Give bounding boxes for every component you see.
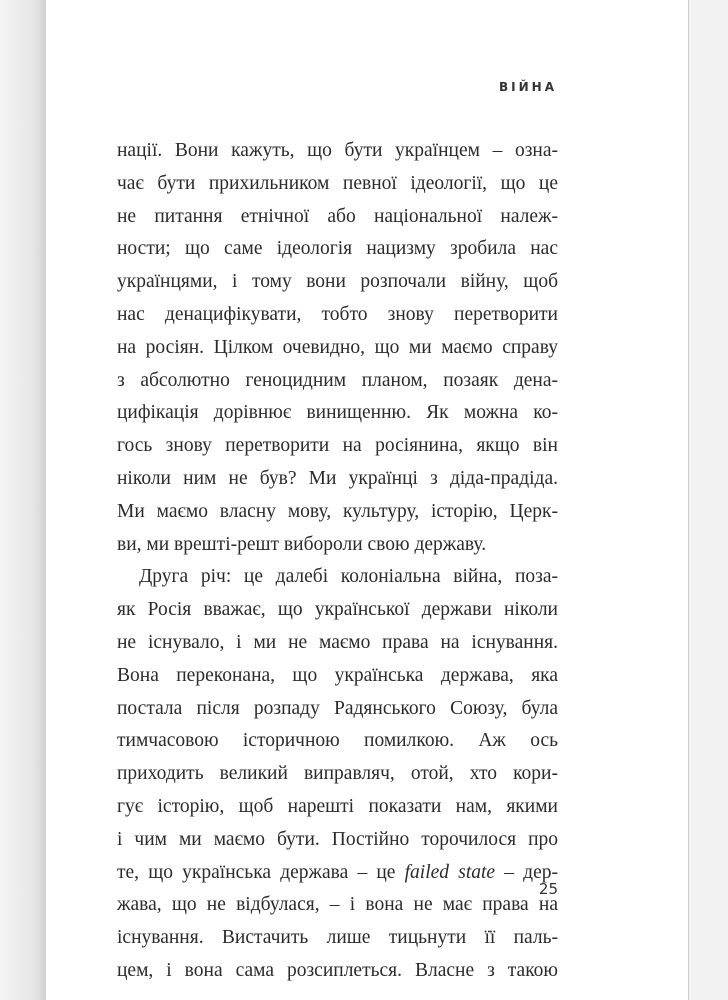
text-span: – дер- — [495, 861, 558, 883]
text-line: і чим ми маємо бути. Постійно торочилося про — [117, 828, 558, 850]
text-line: тимчасовою історичною помилкою. Аж ось — [117, 730, 558, 752]
text-line: Вона переконана, що українська держава, яка — [117, 664, 558, 686]
text-line: ности; що саме ідеологія нацизму зробила нас — [117, 238, 558, 260]
text-line: постала після розпаду Радянського Союзу, була — [117, 697, 558, 719]
text-line: гось знову перетворити на росіянина, якщо він — [117, 435, 558, 457]
italic-phrase: failed state — [404, 861, 496, 883]
page-body — [117, 135, 558, 988]
page-number: 25 — [538, 880, 558, 898]
background-right — [689, 0, 728, 1000]
text-line: як Росія вважає, що української держави ніколи — [117, 599, 558, 621]
page-gutter-shadow — [0, 0, 48, 1000]
text-line: не питання етнічної або національної належ- — [117, 205, 558, 227]
text-line: нас денацифікувати, тобто знову перетворити — [117, 303, 558, 325]
text-line: існування. Вистачить лише тицьнути її паль- — [117, 927, 558, 949]
text-line: чає бути прихильником певної ідеології, що це — [117, 172, 558, 194]
paragraph-1 — [117, 135, 558, 561]
text-line: цем, і вона сама розсиплеться. Власне з такою — [117, 959, 558, 981]
text-span: те, що українська держава – це — [117, 861, 405, 883]
book-page — [46, 0, 689, 1000]
text-line: ніколи ним не був? Ми українці з діда-прадіда. — [117, 467, 558, 489]
paragraph-2 — [117, 561, 558, 987]
text-line: гує історію, щоб нарешті показати нам, якими — [117, 795, 558, 817]
text-line: українцями, і тому вони розпочали війну, щоб — [117, 271, 558, 293]
text-line: приходить великий виправляч, отой, хто кори- — [117, 763, 558, 785]
text-line-with-italic — [117, 857, 558, 890]
text-line: жава, що не відбулася, – і вона не має права на — [117, 894, 558, 916]
text-line: не існувало, і ми не маємо права на існування. — [117, 631, 558, 653]
running-head: ВІЙНА — [499, 80, 557, 94]
text-line: Друга річ: це далебі колоніальна війна, поза- — [139, 566, 558, 588]
text-line: нації. Вони кажуть, що бути українцем – озна- — [117, 140, 558, 161]
text-line: Ми маємо власну мову, культуру, історію, Церк- — [117, 500, 558, 522]
text-line: на росіян. Цілком очевидно, що ми маємо справу — [117, 336, 558, 358]
text-line: з абсолютно геноцидним планом, позаяк дена- — [117, 369, 558, 391]
text-line: цифікація дорівнює винищенню. Як можна ко- — [117, 402, 558, 424]
text-line: ви, ми врешті-решт вибороли свою державу. — [117, 533, 487, 555]
